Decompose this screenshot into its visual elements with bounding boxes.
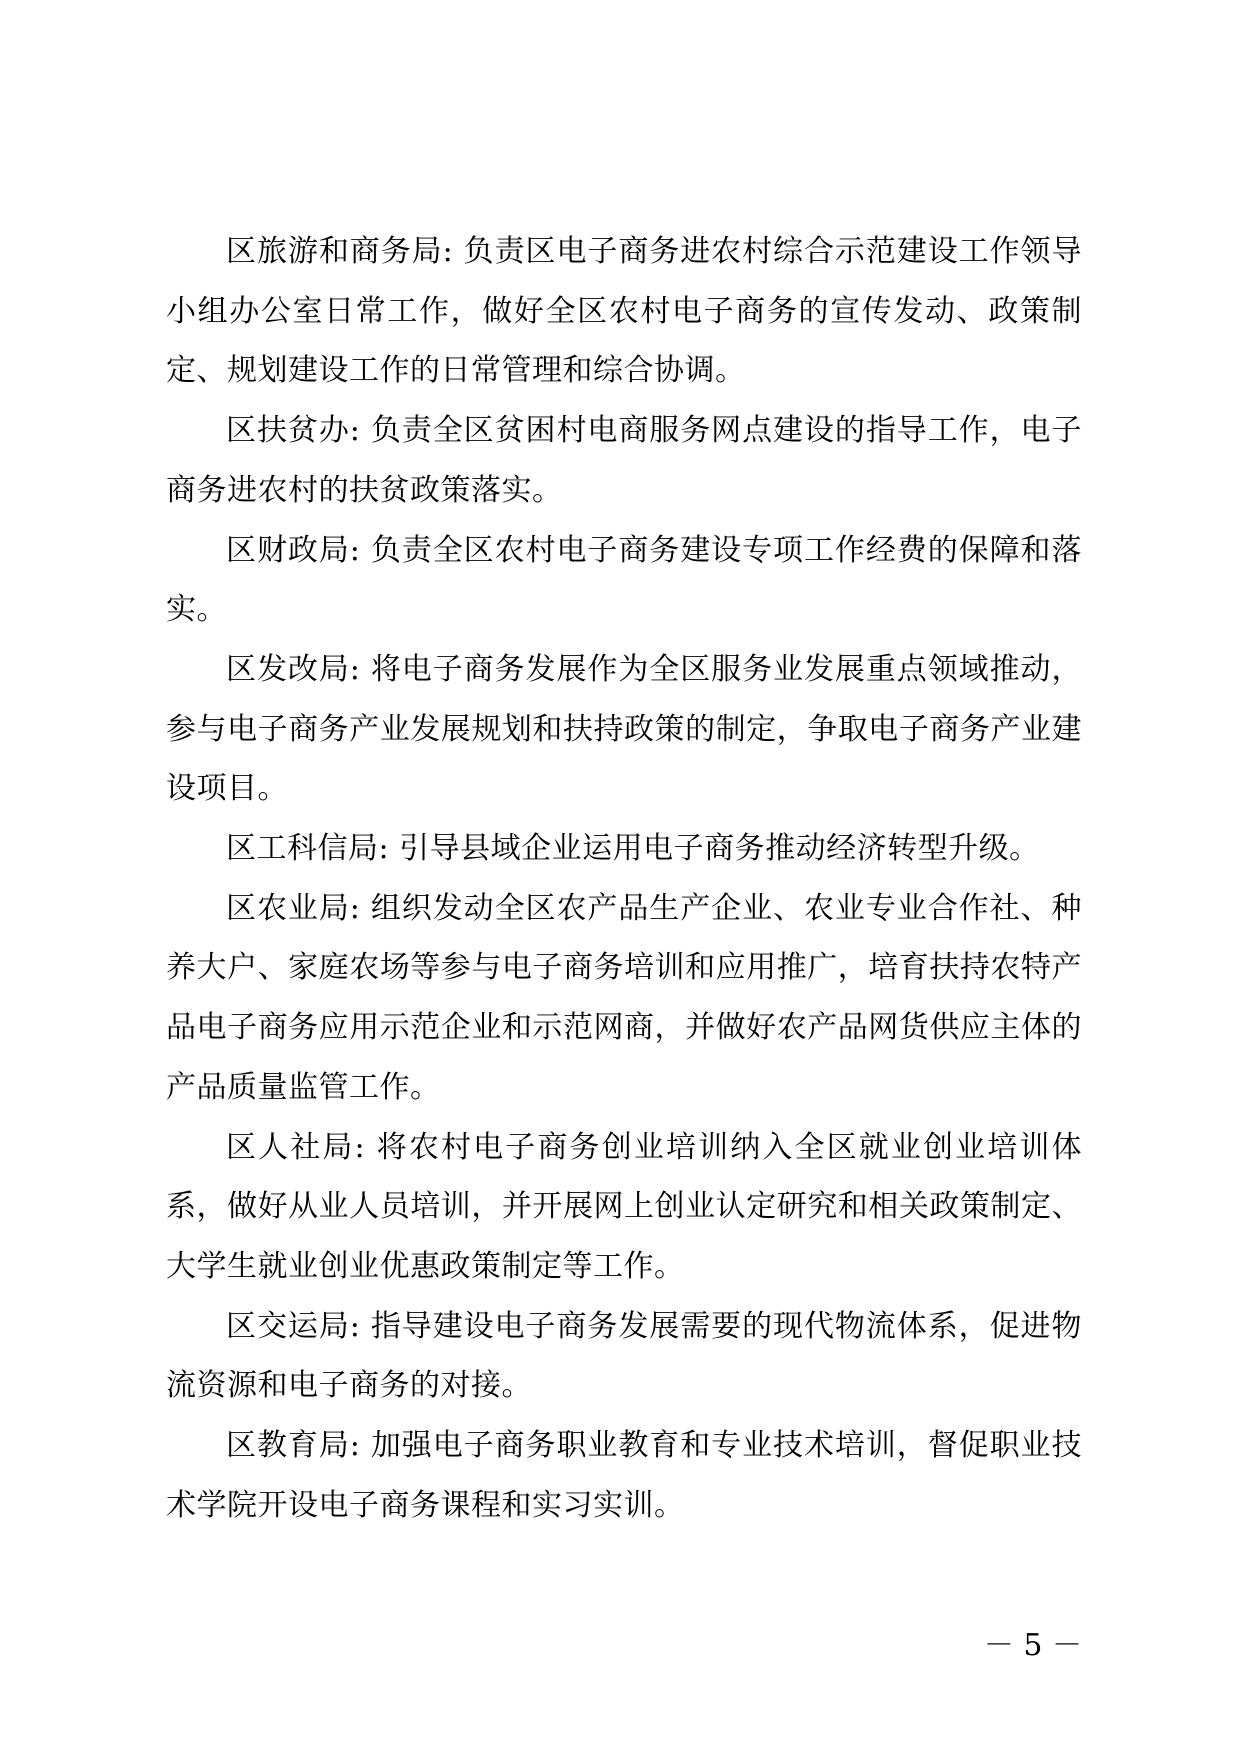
paragraph-finance	[166, 521, 1082, 640]
page-number: － 5 －	[983, 1628, 1082, 1663]
responsibility-text: 引导县域企业运用电子商务推动经济转型升级。	[389, 831, 1040, 867]
agency-name: 区扶贫办:	[226, 413, 361, 449]
responsibility-text: 组织发动全区农产品生产企业、农业专业合作社、种养大户、家庭农场等参与电子商务培训和应用推广，培育扶持农特产品电子商务应用示范企业和示范网商，并做好农产品网货供应主体的产品质量监管工作。	[166, 890, 1082, 1105]
paragraph-industry-technology	[166, 819, 1082, 879]
paragraph-education	[166, 1416, 1082, 1535]
paragraph-transport	[166, 1297, 1082, 1416]
responsibility-text: 将农村电子商务创业培训纳入全区就业创业培训体系，做好从业人员培训，并开展网上创业认定研究和相关政策制定、大学生就业创业优惠政策制定等工作。	[166, 1129, 1082, 1284]
responsibility-text: 负责区电子商务进农村综合示范建设工作领导小组办公室日常工作，做好全区农村电子商务的宣传发动、政策制定、规划建设工作的日常管理和综合协调。	[166, 234, 1082, 389]
paragraph-human-resources	[166, 1118, 1082, 1297]
responsibility-text: 指导建设电子商务发展需要的现代物流体系，促进物流资源和电子商务的对接。	[166, 1308, 1082, 1404]
paragraph-development-reform	[166, 640, 1082, 819]
agency-name: 区教育局:	[226, 1428, 361, 1464]
document-body	[166, 222, 1082, 1535]
agency-name: 区旅游和商务局:	[226, 234, 454, 269]
responsibility-text: 负责全区贫困村电商服务网点建设的指导工作，电子商务进农村的扶贫政策落实。	[166, 413, 1082, 508]
agency-name: 区财政局:	[226, 532, 361, 568]
agency-name: 区人社局:	[226, 1129, 366, 1165]
paragraph-poverty-alleviation	[166, 401, 1082, 520]
responsibility-text: 将电子商务发展作为全区服务业发展重点领域推动，参与电子商务产业发展规划和扶持政策的制定，争取电子商务产业建设项目。	[166, 651, 1082, 807]
responsibility-text: 负责全区农村电子商务建设专项工作经费的保障和落实。	[166, 532, 1082, 628]
agency-name: 区工科信局:	[226, 831, 390, 867]
paragraph-tourism-commerce	[166, 222, 1082, 401]
responsibility-text: 加强电子商务职业教育和专业技术培训，督促职业技术学院开设电子商务课程和实习实训。	[166, 1428, 1082, 1523]
paragraph-agriculture	[166, 879, 1082, 1118]
agency-name: 区发改局:	[226, 651, 361, 687]
agency-name: 区农业局:	[226, 890, 361, 926]
agency-name: 区交运局:	[226, 1308, 361, 1344]
